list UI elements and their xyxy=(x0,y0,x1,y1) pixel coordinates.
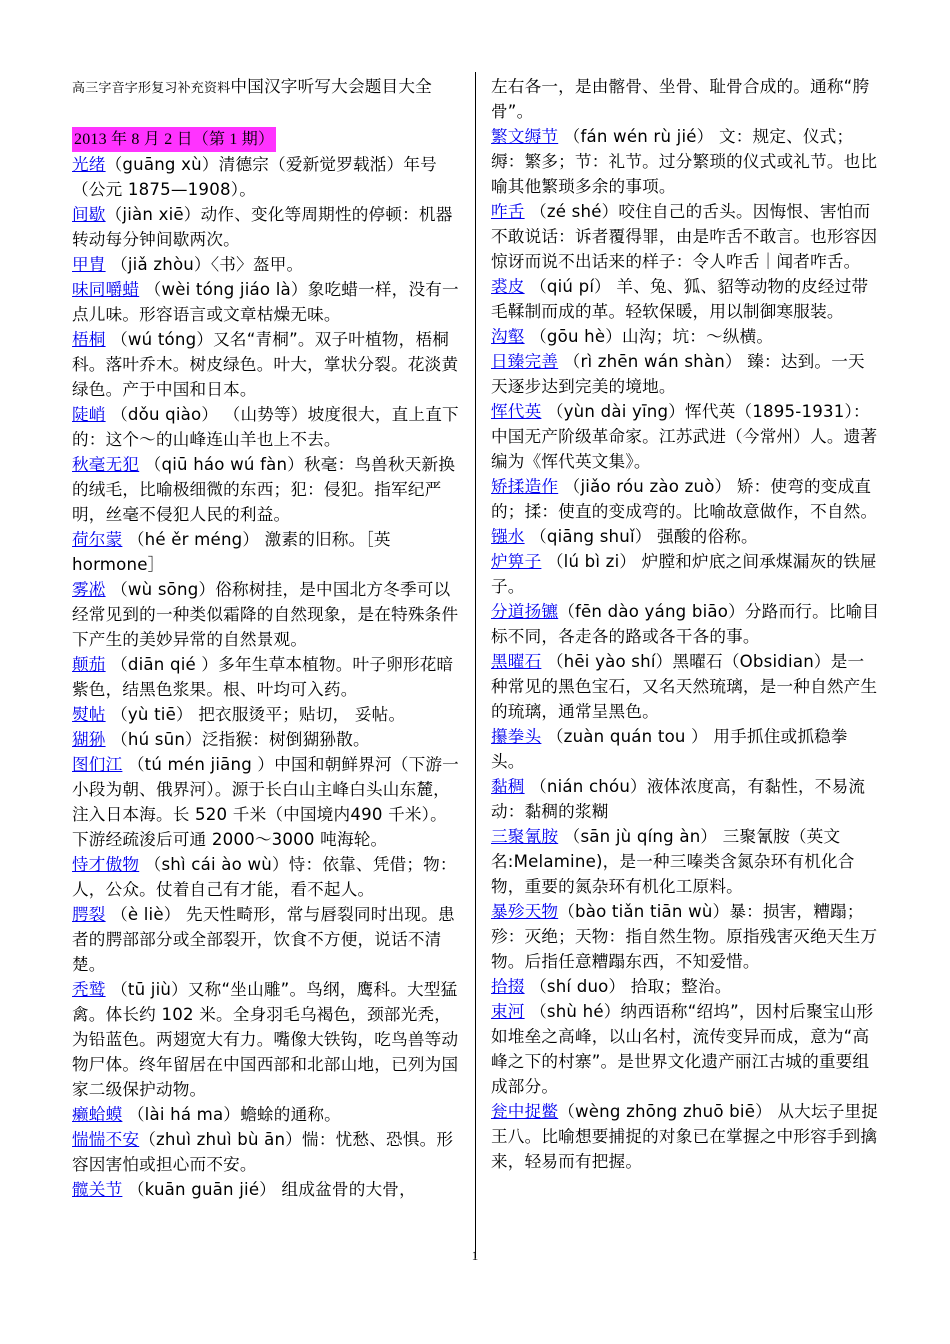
vocab-entry xyxy=(491,999,881,1099)
vocab-entry xyxy=(72,202,460,252)
vocab-entry xyxy=(491,599,881,649)
vocab-entry xyxy=(491,524,881,549)
left-column xyxy=(72,74,460,1202)
vocab-entry xyxy=(72,652,460,702)
vocab-entry xyxy=(491,899,881,974)
vocab-entry xyxy=(72,402,460,452)
vocab-entry xyxy=(72,277,460,327)
vocab-entry xyxy=(491,199,881,274)
vocab-term-link[interactable]: 拾掇 xyxy=(491,977,525,996)
vocab-entry xyxy=(491,349,881,399)
vocab-definition: （shì cái ào wù）恃：依靠、凭借；物：人，公众。仗着自己有才能，看不起人。 xyxy=(72,855,457,899)
vocab-definition: （qiū háo wú fàn）秋毫：鸟兽秋天新换的绒毛，比喻极细微的东西；犯：侵犯。指军纪严明，丝毫不侵犯人民的利益。 xyxy=(72,455,456,524)
vocab-term-link[interactable]: 黏稠 xyxy=(491,777,525,796)
vocab-term-link[interactable]: 光绪 xyxy=(72,155,106,174)
column-divider xyxy=(475,72,476,1258)
vocab-entry xyxy=(72,1102,460,1127)
vocab-definition: （wèi tóng jiáo là）象吃蜡一样，没有一点儿味。形容语言或文章枯燥无味。 xyxy=(72,280,459,324)
vocab-term-link[interactable]: 瓮中捉鳖 xyxy=(491,1102,559,1121)
vocab-definition: （rì zhēn wán shàn） 臻：达到。一天天逐步达到完美的境地。 xyxy=(491,352,865,396)
vocab-definition: （qiāng shuǐ） 强酸的俗称。 xyxy=(524,527,758,546)
vocab-entry xyxy=(491,974,881,999)
vocab-term-link[interactable]: 间歇 xyxy=(72,205,106,224)
vocab-definition: （guāng xù）清德宗（爱新觉罗载湉）年号（公元 1875—1908）。 xyxy=(72,155,437,199)
vocab-entry xyxy=(72,702,460,727)
vocab-term-link[interactable]: 恃才傲物 xyxy=(72,855,140,874)
vocab-entry xyxy=(72,752,460,852)
vocab-entry xyxy=(72,727,460,752)
vocab-entry xyxy=(72,252,460,277)
vocab-term-link[interactable]: 秃鹫 xyxy=(72,980,106,999)
vocab-definition: （zuàn quán tou ） 用手抓住或抓稳拳头。 xyxy=(491,727,848,771)
document-title xyxy=(72,74,460,101)
vocab-entry xyxy=(491,474,881,524)
vocab-entry xyxy=(491,1099,881,1174)
vocab-definition: （yùn dài yīng）恽代英（1895-1931）：中国无产阶级革命家。江苏武进（今常州）人。遗著编为《恽代英文集》。 xyxy=(491,402,878,471)
vocab-term-link[interactable]: 炉箅子 xyxy=(491,552,542,571)
vocab-term-link[interactable]: 髋关节 xyxy=(72,1180,123,1199)
vocab-definition: （jiǎ zhòu）〈书〉盔甲。 xyxy=(105,255,304,274)
vocab-term-link[interactable]: 雾凇 xyxy=(72,580,106,599)
vocab-definition: （dǒu qiào） （山势等）坡度很大，直上直下的：这个～的山峰连山羊也上不去。 xyxy=(72,405,459,449)
vocab-definition: （diān qié ）多年生草本植物。叶子卵形花暗紫色，结黑色浆果。根、叶均可入药。 xyxy=(72,655,454,699)
vocab-definition: （zé shé）咬住自己的舌头。因悔恨、害怕而不敢说话：诉者覆得罪，由是咋舌不敢言。也形容因惊讶而说不出话来的样子：令人咋舌｜闻者咋舌。 xyxy=(491,202,878,271)
vocab-term-link[interactable]: 图们江 xyxy=(72,755,123,774)
vocab-term-link[interactable]: 沟壑 xyxy=(491,327,525,346)
vocab-term-link[interactable]: 甲胄 xyxy=(72,255,106,274)
vocab-term-link[interactable]: 日臻完善 xyxy=(491,352,559,371)
vocab-term-link[interactable]: 梧桐 xyxy=(72,330,106,349)
vocab-entry xyxy=(72,452,460,527)
vocab-definition: （hú sūn）泛指猴：树倒猢狲散。 xyxy=(105,730,370,749)
vocab-term-link[interactable]: 猢狲 xyxy=(72,730,106,749)
vocab-entry xyxy=(72,527,460,577)
vocab-definition: （shí duo） 拾取；整治。 xyxy=(524,977,732,996)
vocab-entry xyxy=(491,274,881,324)
vocab-definition: （jiàn xiē）动作、变化等周期性的停顿：机器转动每分钟间歇两次。 xyxy=(72,205,453,249)
vocab-entry xyxy=(72,327,460,402)
vocab-term-link[interactable]: 裘皮 xyxy=(491,277,525,296)
vocab-definition: （lài há ma）蟾蜍的通称。 xyxy=(122,1105,341,1124)
vocab-term-link[interactable]: 陡峭 xyxy=(72,405,106,424)
vocab-entry xyxy=(491,724,881,774)
vocab-definition: （nián chóu）液体浓度高，有黏性，不易流动：黏稠的浆糊 xyxy=(491,777,866,821)
vocab-term-link[interactable]: 颠茄 xyxy=(72,655,106,674)
vocab-definition: （gōu hè）山沟；坑：～纵横。 xyxy=(524,327,774,346)
vocab-definition: 左右各一，是由髂骨、坐骨、耻骨合成的。通称“胯骨”。 xyxy=(491,77,870,121)
vocab-term-link[interactable]: 束河 xyxy=(491,1002,525,1021)
vocab-entry xyxy=(72,852,460,902)
right-column xyxy=(491,74,881,1174)
vocab-entry xyxy=(491,549,881,599)
vocab-term-link[interactable]: 癞蛤蟆 xyxy=(72,1105,123,1124)
title-main: 中国汉字听写大会题目大全 xyxy=(230,77,432,96)
vocab-term-link[interactable]: 熨帖 xyxy=(72,705,106,724)
vocab-term-link[interactable]: 暴殄天物 xyxy=(491,902,559,921)
issue-date-banner: 2013 年 8 月 2 日（第 1 期） xyxy=(72,127,276,152)
vocab-definition: （jiǎo róu zào zuò） 矫：使弯的变成直的；揉：使直的变成弯的。比喻故意做作，不自然。 xyxy=(491,477,878,521)
vocab-entry xyxy=(491,124,881,199)
page-number: 1 xyxy=(471,1248,479,1263)
right-entry-list xyxy=(491,74,881,1174)
left-entry-list xyxy=(72,152,460,1202)
vocab-entry xyxy=(491,74,881,124)
vocab-definition: （tū jiù）又称“坐山雕”。鸟纲，鹰科。大型猛禽。体长约 102 米。全身羽毛乌褐色，颈部光秃，为铅蓝色。两翅宽大有力。嘴像大铁钩，吃鸟兽等动物尸体。终年留居在中国西部和北部山地，已列为国家二级保护动物。 xyxy=(72,980,459,1099)
vocab-entry xyxy=(72,1127,460,1177)
vocab-definition: （zhuì zhuì bù ān）惴：忧愁、恐惧。形容因害怕或担心而不安。 xyxy=(72,1130,454,1174)
vocab-entry xyxy=(491,399,881,474)
title-small: 高三字音字形复习补充资料 xyxy=(72,81,231,96)
vocab-definition: （sān jù qíng àn） 三聚氰胺（英文名:Melamine)，是一种三嗪类含氮杂环有机化合物，重要的氮杂环有机化工原料。 xyxy=(491,827,855,896)
vocab-entry xyxy=(491,824,881,899)
vocab-definition: （shù hé）纳西语称“绍坞”，因村后聚宝山形如堆垒之高峰，以山名村，流传变异而成，意为“高峰之下的村寨”。是世界文化遗产丽江古城的重要组成部分。 xyxy=(491,1002,874,1096)
vocab-entry xyxy=(72,152,460,202)
vocab-term-link[interactable]: 惴惴不安 xyxy=(72,1130,140,1149)
vocab-definition: （hé ěr méng） 激素的旧称。［英hormone］ xyxy=(72,530,391,574)
vocab-entry xyxy=(491,324,881,349)
vocab-term-link[interactable]: 攥拳头 xyxy=(491,727,542,746)
vocab-definition: （yù tiē） 把衣服烫平；贴切， 妥帖。 xyxy=(105,705,406,724)
vocab-definition: （lú bì zi） 炉膛和炉底之间承煤漏灰的铁屉子。 xyxy=(491,552,877,596)
vocab-definition: （kuān guān jié） 组成盆骨的大骨， xyxy=(122,1180,416,1199)
vocab-term-link[interactable]: 味同嚼蜡 xyxy=(72,280,140,299)
vocab-definition: （qiú pí） 羊、兔、狐、貂等动物的皮经过带毛鞣制而成的革。轻软保暖，用以制御寒服装。 xyxy=(491,277,869,321)
vocab-definition: （fēn dào yáng biāo）分路而行。比喻目标不同，各走各的路或各干各的事。 xyxy=(491,602,880,646)
vocab-term-link[interactable]: 繁文缛节 xyxy=(491,127,559,146)
vocab-entry xyxy=(72,1177,460,1202)
vocab-term-link[interactable]: 荷尔蒙 xyxy=(72,530,123,549)
vocab-term-link[interactable]: 恽代英 xyxy=(491,402,542,421)
vocab-entry xyxy=(491,649,881,724)
vocab-term-link[interactable]: 黑曜石 xyxy=(491,652,542,671)
vocab-definition: （è liè） 先天性畸形，常与唇裂同时出现。患者的腭部部分或全部裂开，饮食不方便，说话不清楚。 xyxy=(72,905,455,974)
vocab-entry xyxy=(72,902,460,977)
vocab-term-link[interactable]: 腭裂 xyxy=(72,905,106,924)
vocab-definition: （fán wén rù jié） 文：规定、仪式；缛：繁多；节：礼节。过分繁琐的仪式或礼节。也比喻其他繁琐多余的事项。 xyxy=(491,127,878,196)
vocab-entry xyxy=(491,774,881,824)
vocab-definition: （hēi yào shí）黑曜石（Obsidian）是一种常见的黑色宝石，又名天然琉璃，是一种自然产生的琉璃，通常呈黑色。 xyxy=(491,652,878,721)
vocab-term-link[interactable]: 镪水 xyxy=(491,527,525,546)
vocab-entry xyxy=(72,977,460,1102)
vocab-term-link[interactable]: 矫揉造作 xyxy=(491,477,559,496)
vocab-definition: （bào tiǎn tiān wù）暴：损害，糟蹋；殄：灭绝；天物：指自然生物。原指残害灭绝天生万物。后指任意糟蹋东西，不知爱惜。 xyxy=(491,902,878,971)
vocab-term-link[interactable]: 秋毫无犯 xyxy=(72,455,140,474)
vocab-term-link[interactable]: 咋舌 xyxy=(491,202,525,221)
vocab-definition: （wú tóng）又名“青桐”。双子叶植物，梧桐科。落叶乔木。树皮绿色。叶大，掌状分裂。花淡黄绿色。产于中国和日本。 xyxy=(72,330,459,399)
vocab-definition: （tú mén jiāng ）中国和朝鲜界河（下游一小段为朝、俄界河）。源于长白山主峰白头山东麓，注入日本海。长 520 千米（中国境内490 千米）。下游经疏浚后可通 2000～3000 吨海轮。 xyxy=(72,755,459,849)
vocab-entry xyxy=(72,577,460,652)
vocab-term-link[interactable]: 分道扬镳 xyxy=(491,602,559,621)
issue-date-line xyxy=(72,126,460,152)
vocab-definition: （wèng zhōng zhuō biē） 从大坛子里捉王八。比喻想要捕捉的对象已在掌握之中形容手到擒来，轻易而有把握。 xyxy=(491,1102,879,1171)
vocab-definition: （wù sōng）俗称树挂，是中国北方冬季可以经常见到的一种类似霜降的自然现象，是在特殊条件下产生的美妙异常的自然景观。 xyxy=(72,580,459,649)
vocab-term-link[interactable]: 三聚氰胺 xyxy=(491,827,559,846)
